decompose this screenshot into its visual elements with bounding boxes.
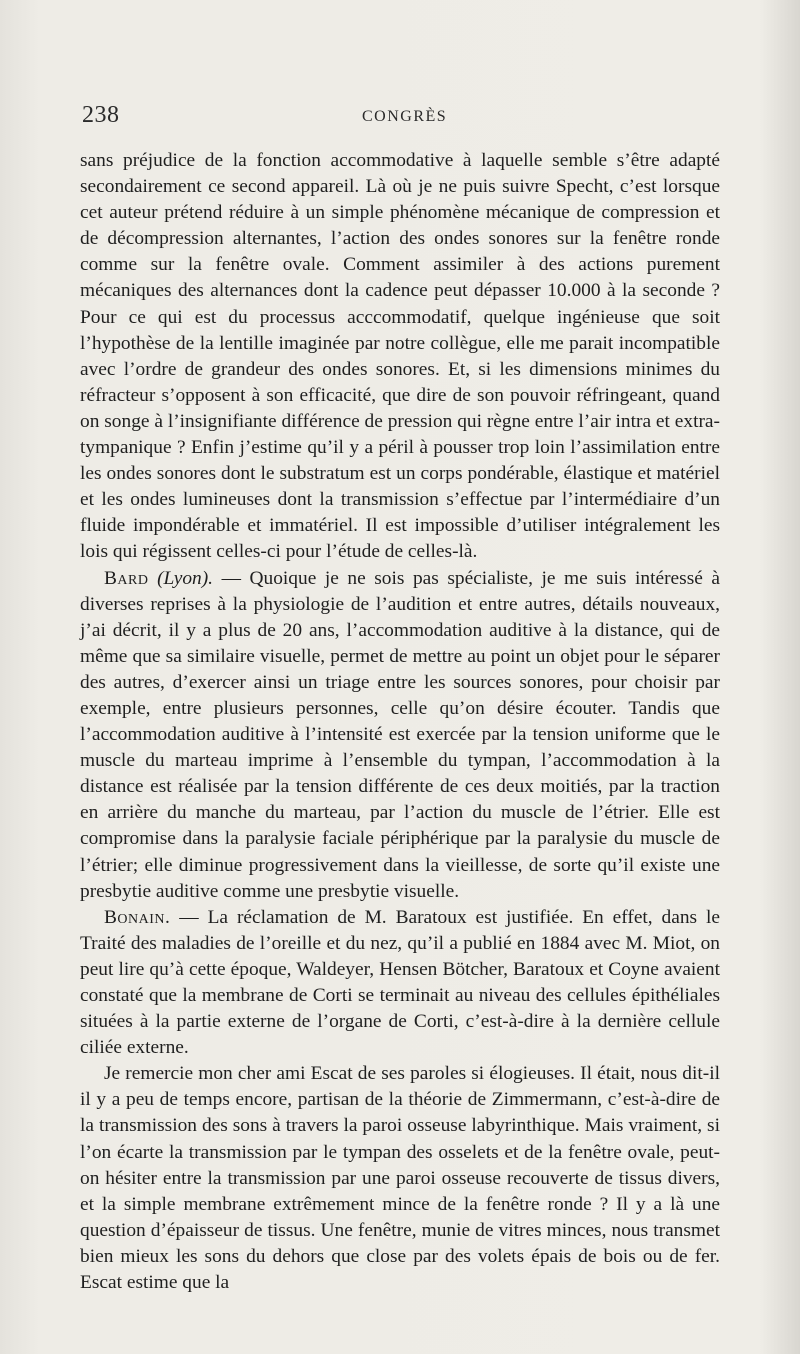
paragraph-bonain [80,905,720,1062]
paragraph-bard [80,566,720,905]
paragraph-continuation [80,148,720,566]
paragraph-remerciements [80,1061,720,1296]
paragraph-text: — La réclamation de M. Baratoux est justifiée. En effet, dans le Traité des maladies de l’oreille et du nez, qu’il a publié en 1884 avec M. Miot, on peut lire qu’à cette époque, Waldeyer, Hensen Bötcher, Baratoux et Coyne avaient constaté que la membrane de Corti se terminait au niveau des cellules épithéliales situées à la partie externe de l’organe de Corti, c’est-à-dire à la dernière cellule ciliée externe. [80,906,720,1059]
speaker-name: Bard [104,567,149,589]
speaker-place: (Lyon). [157,567,214,589]
paragraph-text: Je remercie mon cher ami Escat de ses paroles si élogieuses. Il était, nous dit-il il y a peu de temps encore, partisan de la théorie de Zimmermann, c’est-à-dire de la transmission des sons à travers la paroi osseuse labyrinthique. Mais vraiment, si l’on écarte la transmission par le tympan des osselets et de la fenêtre ovale, peut-on hésiter entre la transmission par une paroi osseuse recouverte de tissus divers, et la simple membrane extrêmement mince de la fenêtre ronde ? Il y a là une question d’épaisseur de tissus. Une fenêtre, munie de vitres minces, nous transmet bien mieux les sons du dehors que close par des volets épais de bois ou de fer. Escat estime que la [80,1063,720,1294]
speaker-name: Bonain. [104,906,171,928]
running-head: CONGRÈS [362,108,448,125]
page-header [82,102,716,132]
paragraph-text: — Quoique je ne sois pas spécialiste, je me suis intéressé à diverses reprises à la physiologie de l’audition et entre autres, détails nouveaux, j’ai décrit, il y a plus de 20 ans, l’accommodation auditive à la distance, qui de même que sa similaire visuelle, permet de mettre au point un objet pour le séparer des autres, d’exercer ainsi un triage entre les sources sonores, pour choisir par exemple, entre plusieurs personnes, celle qu’on désire écouter. Tandis que l’accommodation auditive à l’intensité est exercée par la tension uniforme que le muscle du marteau imprime à l’ensemble du tympan, l’accommodation à la distance est réalisée par la tension différente de ces deux moitiés, par la traction en arrière du manche du marteau, par l’action du muscle de l’étrier. Elle est compromise dans la paralysie faciale périphérique par la paralysie du muscle de l’étrier; elle diminue progressivement dans la vieillesse, de sorte qu’il existe une presbytie auditive comme une presbytie visuelle. [80,567,720,902]
page-number: 238 [82,102,120,128]
paragraph-text: sans préjudice de la fonction accommodative à laquelle semble s’être adapté secondairement ce second appareil. Là où je ne puis suivre Specht, c’est lorsque cet auteur prétend réduire à un simple phénomène mécanique de compression et de décompression alternantes, l’action des ondes sonores sur la fenêtre ronde comme sur la fenêtre ovale. Comment assimiler à des actions purement mécaniques des alternances dont la cadence peut dépasser 10.000 à la seconde ? Pour ce qui est du processus acccommodatif, quelque ingénieuse que soit l’hypothèse de la lentille imaginée par notre collègue, elle me parait incompatible avec l’ordre de grandeur des ondes sonores. Et, si les dimensions minimes du réfracteur s’opposent à son efficacité, que dire de son pouvoir réfringeant, quand on songe à l’insignifiante différence de pression qui règne entre l’air intra et extra-tympanique ? Enfin j’estime qu’il y a péril à pousser trop loin l’assimilation entre les ondes sonores dont le substratum est un corps pondérable, élastique et matériel et les ondes lumineuses dont la transmission s’effectue par l’intermédiaire d’un fluide impondérable et immatériel. Il est impossible d’utiliser intégralement les lois qui régissent celles-ci pour l’étude de celles-là. [80,150,720,563]
body-text [80,148,720,1296]
